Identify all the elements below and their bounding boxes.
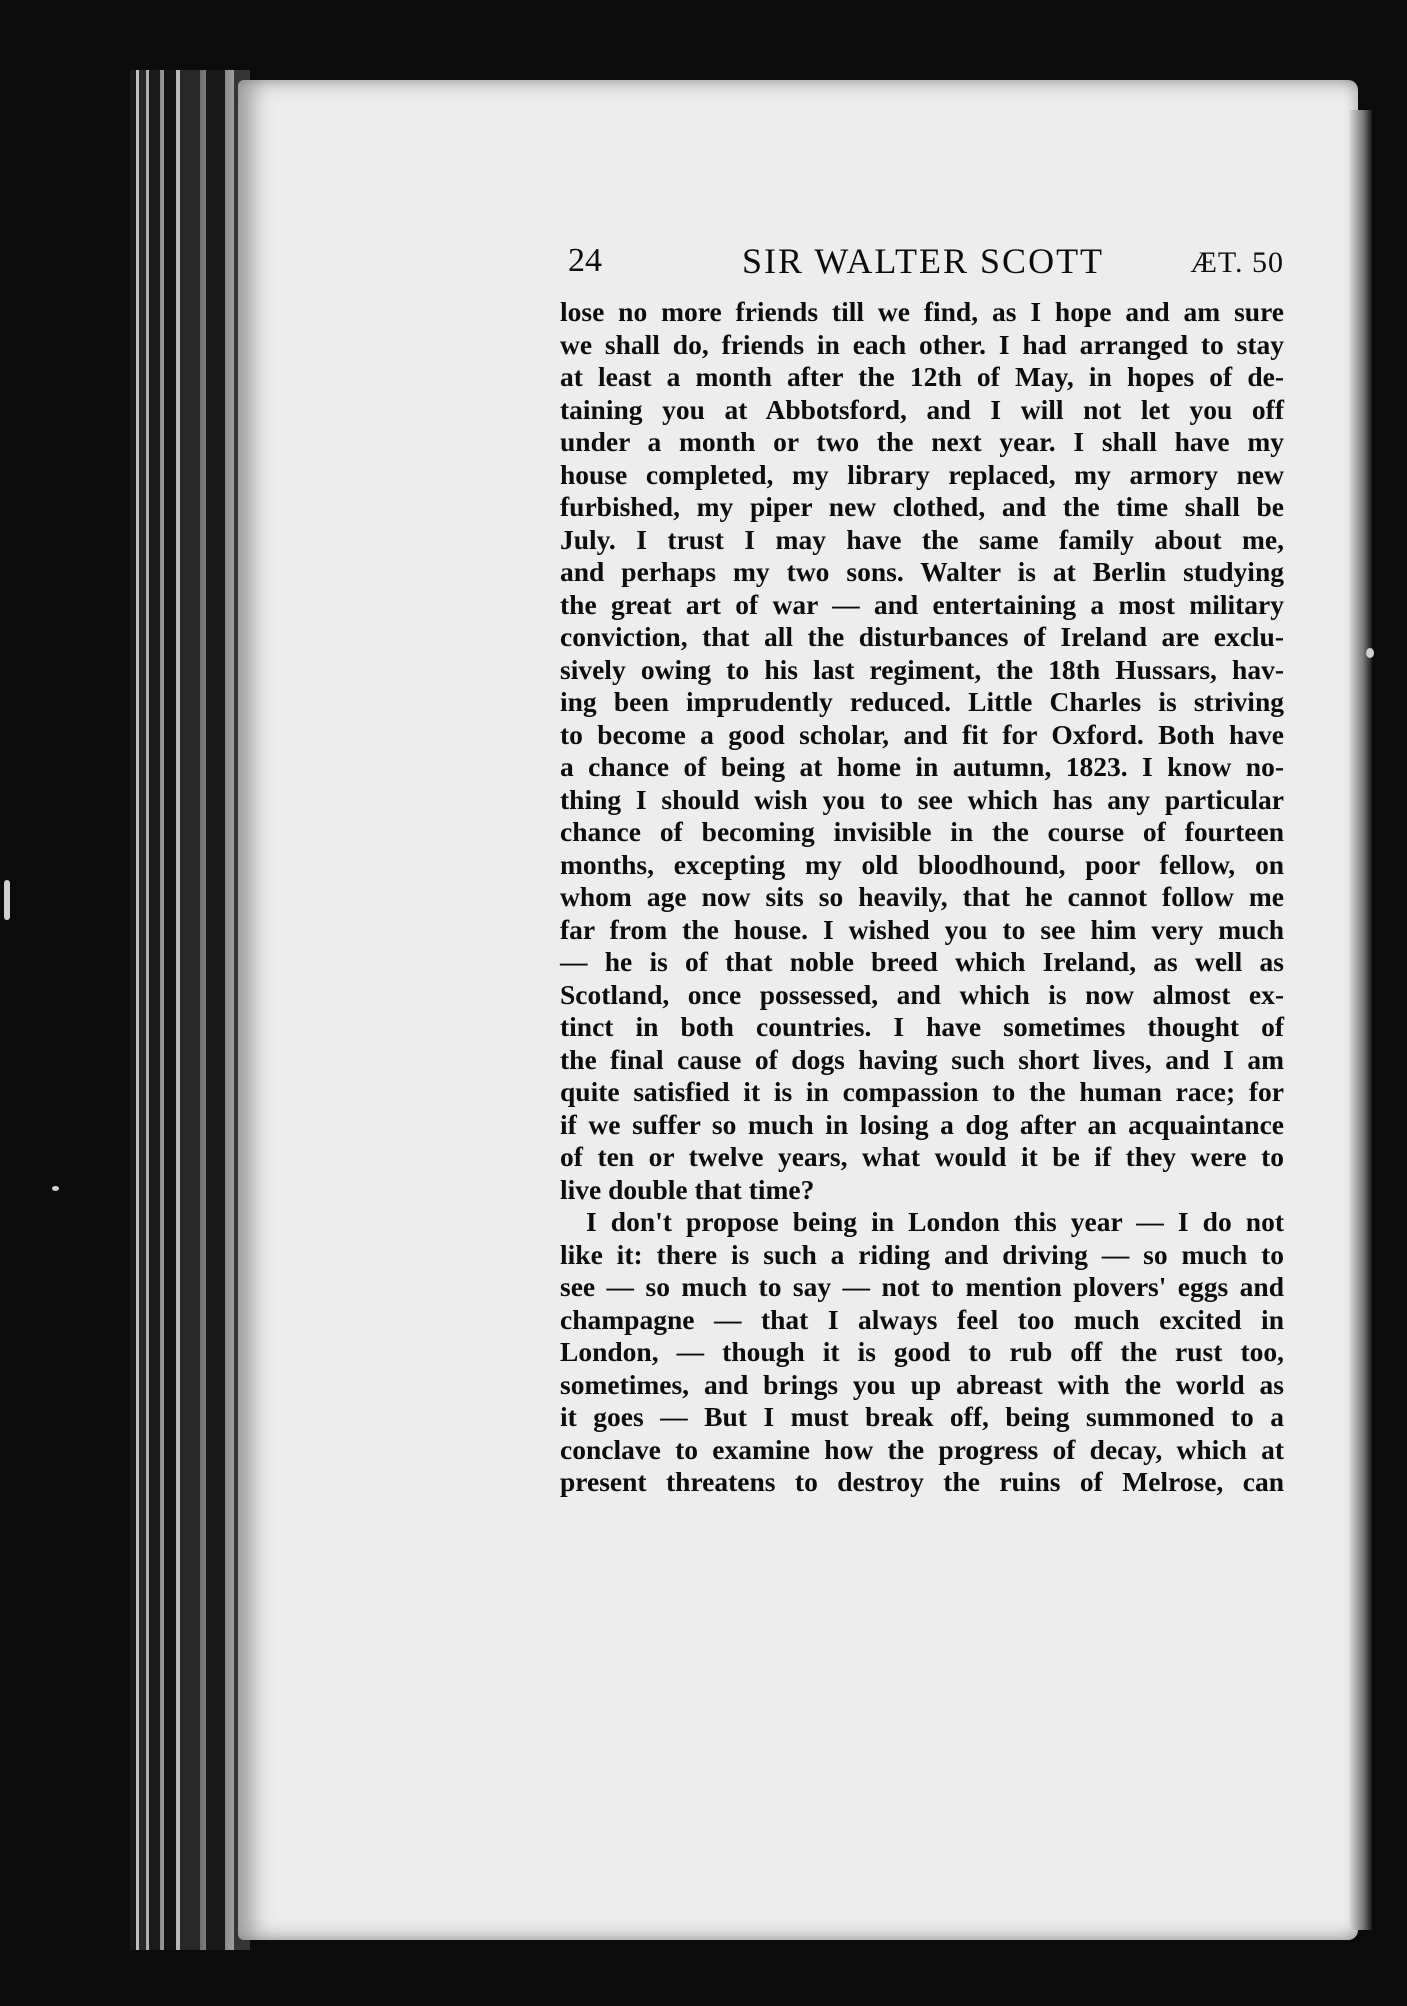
text-line: taining you at Abbotsford, and I will not let you off (560, 393, 1284, 425)
text-line: we shall do, friends in each other. I had arranged to stay (560, 328, 1284, 360)
text-line: whom age now sits so heavily, that he cannot follow me (560, 881, 1284, 912)
text-line: chance of becoming invisible in the course of fourteen (560, 816, 1284, 847)
text-line: under a month or two the next year. I shall have my (560, 426, 1284, 457)
text-line: conviction, that all the disturbances of Ireland are exclu- (560, 621, 1284, 652)
text-line: a chance of being at home in autumn, 1823. I know no- (560, 751, 1284, 782)
body-text (560, 296, 1284, 1499)
text-line: months, excepting my old bloodhound, poor fellow, on (560, 848, 1284, 880)
scan-speck (4, 880, 10, 920)
text-line: tinct in both countries. I have sometimes thought of (560, 1011, 1284, 1042)
running-header (568, 240, 1284, 286)
book-binding-edge (130, 70, 250, 1950)
text-line: sometimes, and brings you up abreast with the world as (560, 1368, 1284, 1400)
text-line: far from the house. I wished you to see him very much (560, 913, 1284, 945)
text-line: the great art of war — and entertaining a most military (560, 588, 1284, 620)
text-line: ing been imprudently reduced. Little Charles is striving (560, 686, 1284, 717)
text-line: present threatens to destroy the ruins of Melrose, can (560, 1466, 1284, 1497)
text-line: July. I trust I may have the same family about me, (560, 523, 1284, 555)
page-right-edge (1350, 110, 1372, 1930)
scan-speck (52, 1186, 59, 1191)
age-marker: ÆT. 50 (1190, 246, 1284, 279)
text-line: I don't propose being in London this year — I do not (586, 1206, 1284, 1237)
text-line: see — so much to say — not to mention plovers' eggs and (560, 1271, 1284, 1302)
text-line: it goes — But I must break off, being summoned to a (560, 1401, 1284, 1432)
scan-speck (1366, 648, 1374, 658)
text-line: conclave to examine how the progress of decay, which at (560, 1433, 1284, 1465)
text-line: furbished, my piper new clothed, and the time shall be (560, 491, 1284, 522)
text-line: champagne — that I always feel too much excited in (560, 1303, 1284, 1335)
text-line: — he is of that noble breed which Ireland, as well as (560, 946, 1284, 977)
text-line: like it: there is such a riding and driving — so much to (560, 1238, 1284, 1270)
text-line: quite satisfied it is in compassion to the human race; for (560, 1076, 1284, 1107)
page-number: 24 (568, 242, 602, 279)
text-line: London, — though it is good to rub off the rust too, (560, 1336, 1284, 1367)
text-line: and perhaps my two sons. Walter is at Berlin studying (560, 556, 1284, 587)
text-line: Scotland, once possessed, and which is now almost ex- (560, 978, 1284, 1010)
text-line: thing I should wish you to see which has any particular (560, 783, 1284, 815)
text-line: if we suffer so much in losing a dog after an acquaintance (560, 1108, 1284, 1140)
text-line: at least a month after the 12th of May, in hopes of de- (560, 361, 1284, 392)
running-title: SIR WALTER SCOTT (742, 241, 1105, 281)
text-line: to become a good scholar, and fit for Oxford. Both have (560, 718, 1284, 750)
text-line: of ten or twelve years, what would it be if they were to (560, 1141, 1284, 1172)
text-line: sively owing to his last regiment, the 18th Hussars, hav- (560, 653, 1284, 685)
text-line: house completed, my library replaced, my armory new (560, 458, 1284, 490)
text-line: the final cause of dogs having such short lives, and I am (560, 1043, 1284, 1075)
text-line: live double that time? (560, 1173, 815, 1205)
text-line: lose no more friends till we find, as I hope and am sure (560, 296, 1284, 327)
